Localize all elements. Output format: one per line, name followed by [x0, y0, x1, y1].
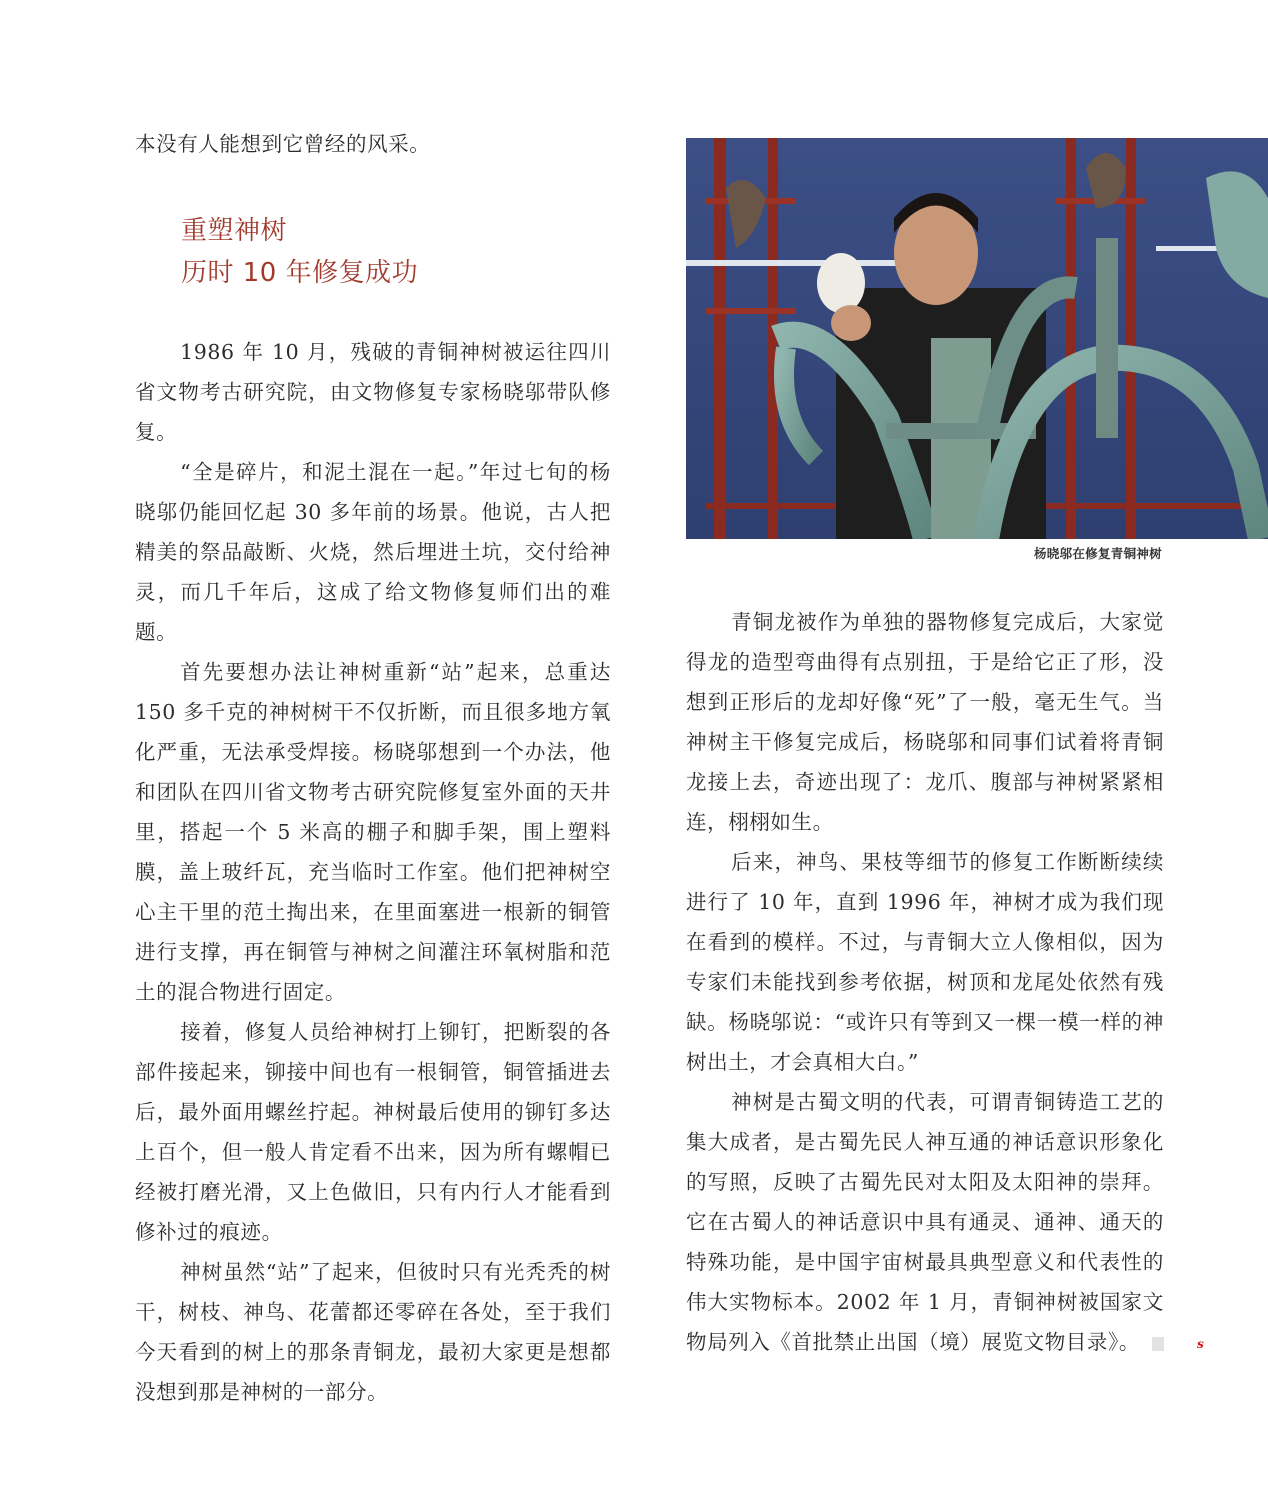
- continued-text: 本没有人能想到它曾经的风采。: [135, 132, 431, 156]
- section-heading-line2: 历时 10 年修复成功: [181, 258, 419, 288]
- photo-caption: 杨晓邬在修复青铜神树: [1033, 546, 1162, 561]
- paragraph: 1986 年 10 月，残破的青铜神树被运往四川省文物考古研究院，由文物修复专家杨晓邬带队修复。: [135, 340, 611, 444]
- paragraph: [686, 1082, 1205, 1362]
- restoration-photo: [686, 138, 1268, 539]
- paragraph: 首先要想办法让神树重新“站”起来，总重达 150 多千克的神树树干不仅折断，而且很多地方氧化严重，无法承受焊接。杨晓邬想到一个办法，他和团队在四川省文物考古研究院修复室外面的天井里，搭起一个 5 米高的棚子和脚手架，围上塑料膜，盖上玻纤瓦，充当临时工作室。他们把神树空心主干里的范土掏出来，在里面塞进一根新的铜管进行支撑，再在铜管与神树之间灌注环氧树脂和范土的混合物进行固定。: [135, 660, 611, 1004]
- paragraph: “全是碎片，和泥土混在一起。”年过七旬的杨晓邬仍能回忆起 30 多年前的场景。他说，古人把精美的祭品敲断、火烧，然后埋进土坑，交付给神灵，而几千年后，这成了给文物修复师们出的难题。: [135, 460, 611, 644]
- section-heading-line1: 重塑神树: [181, 216, 288, 246]
- photo-figure: [686, 138, 1268, 539]
- paragraph: 后来，神鸟、果枝等细节的修复工作断断续续进行了 10 年，直到 1996 年，神树才成为我们现在看到的模样。不过，与青铜大立人像相似，因为专家们未能找到参考依据，树顶和龙尾处依然有残缺。杨晓邬说：“或许只有等到又一棵一模一样的神树出土，才会真相大白。”: [686, 850, 1164, 1074]
- end-of-article-icon: s: [1152, 1337, 1164, 1351]
- paragraph: 神树虽然“站”了起来，但彼时只有光秃秃的树干，树枝、神鸟、花蕾都还零碎在各处，至于我们今天看到的树上的那条青铜龙，最初大家更是想都没想到那是神树的一部分。: [135, 1260, 611, 1404]
- paragraph: 青铜龙被作为单独的器物修复完成后，大家觉得龙的造型弯曲得有点别扭，于是给它正了形，没想到正形后的龙却好像“死”了一般，毫无生气。当神树主干修复完成后，杨晓邬和同事们试着将青铜龙接上去，奇迹出现了：龙爪、腹部与神树紧紧相连，栩栩如生。: [686, 610, 1164, 834]
- left-column: [135, 124, 611, 1412]
- paragraph: 接着，修复人员给神树打上铆钉，把断裂的各部件接起来，铆接中间也有一根铜管，铜管插进去后，最外面用螺丝拧起。神树最后使用的铆钉多达上百个，但一般人肯定看不出来，因为所有螺帽已经被打磨光滑，又上色做旧，只有内行人才能看到修补过的痕迹。: [135, 1020, 611, 1244]
- right-column: [686, 602, 1205, 1362]
- section-heading: [181, 210, 611, 294]
- paragraph-text: 神树是古蜀文明的代表，可谓青铜铸造工艺的集大成者，是古蜀先民人神互通的神话意识形象化的写照，反映了古蜀先民对太阳及太阳神的崇拜。它在古蜀人的神话意识中具有通灵、通神、通天的特殊功能，是中国宇宙树最具典型意义和代表性的伟大实物标本。2002 年 1 月，青铜神树被国家文物局列入《首批禁止出国（境）展览文物目录》。: [686, 1090, 1164, 1354]
